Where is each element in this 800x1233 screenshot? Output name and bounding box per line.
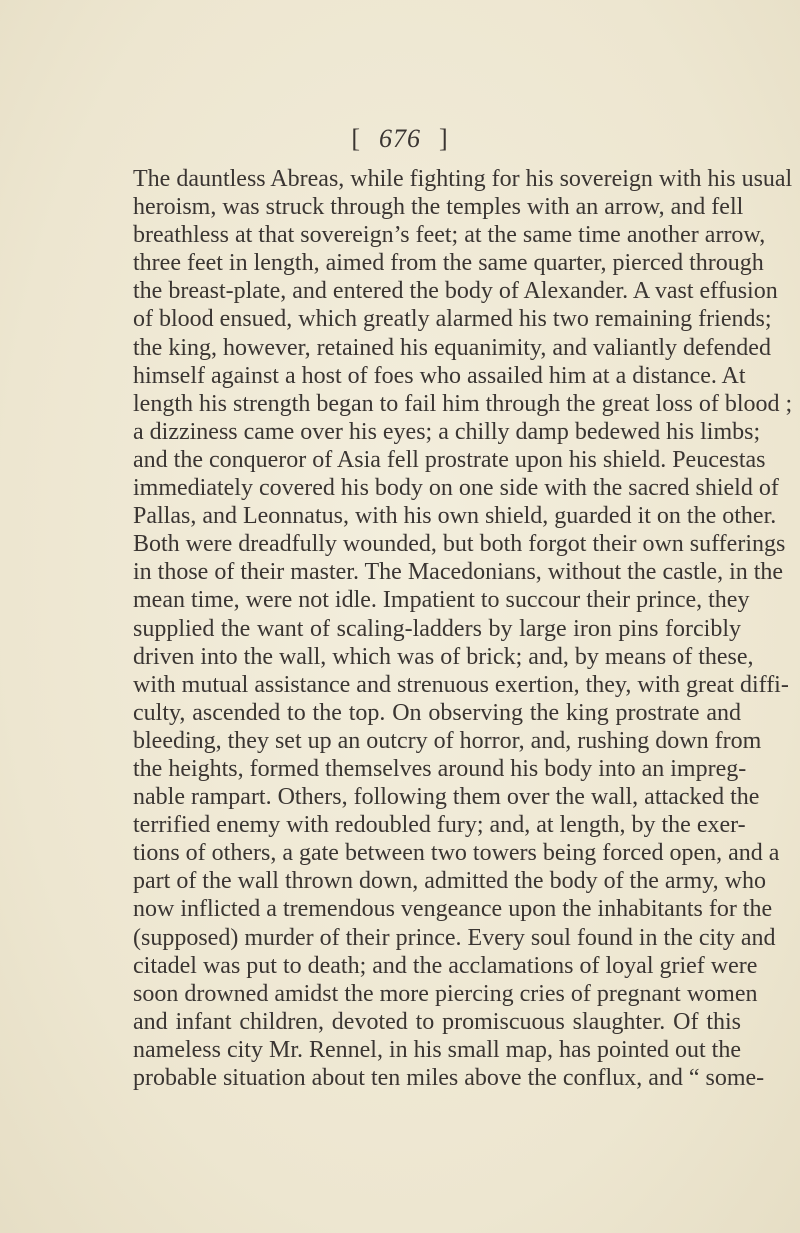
text-line: length his strength began to fail him through the great loss of blood ;	[133, 390, 793, 417]
text-line: the breast-plate, and entered the body of Alexander. A vast effusion	[133, 278, 778, 305]
body-paragraph	[133, 165, 793, 1092]
text-line: the king, however, retained his equanimity, and valiantly defended	[133, 334, 771, 361]
text-line: bleeding, they set up an outcry of horror, and, rushing down from	[133, 727, 762, 754]
text-line: nable rampart. Others, following them over the wall, attacked the	[133, 784, 760, 811]
text-line: the heights, formed themselves around his body into an impreg-	[133, 755, 747, 782]
text-line: tions of others, a gate between two towers being forced open, and a	[133, 840, 780, 867]
text-line: a dizziness came over his eyes; a chilly damp bedewed his limbs;	[133, 418, 761, 445]
text-line: in those of their master. The Macedonians, without the castle, in the	[133, 559, 784, 586]
text-line: and infant children, devoted to promiscuous slaughter. Of this	[133, 1008, 741, 1035]
text-line: himself against a host of foes who assailed him at a distance. At	[133, 362, 746, 389]
text-line: (supposed) murder of their prince. Every soul found in the city and	[133, 924, 776, 951]
text-line: probable situation about ten miles above the conflux, and “ some-	[133, 1065, 765, 1091]
text-line: soon drowned amidst the more piercing cries of pregnant women	[133, 980, 758, 1007]
bracket-close: ]	[439, 124, 449, 153]
text-line: Pallas, and Leonnatus, with his own shield, guarded it on the other.	[133, 503, 777, 530]
text-line: now inflicted a tremendous vengeance upon the inhabitants for the	[133, 896, 773, 923]
text-line: part of the wall thrown down, admitted the body of the army, who	[133, 868, 766, 895]
text-line: immediately covered his body on one side with the sacred shield of	[133, 475, 779, 502]
text-line: driven into the wall, which was of brick; and, by means of these,	[133, 643, 754, 670]
text-line: citadel was put to death; and the acclamations of loyal grief were	[133, 952, 758, 979]
text-line: supplied the want of scaling-ladders by large iron pins forcibly	[133, 615, 741, 642]
text-line: heroism, was struck through the temples with an arrow, and fell	[133, 194, 744, 221]
text-line: of blood ensued, which greatly alarmed his two remaining friends;	[133, 306, 772, 333]
text-line: terrified enemy with redoubled fury; and, at length, by the exer-	[133, 812, 746, 839]
text-line: three feet in length, aimed from the same quarter, pierced through	[133, 250, 764, 277]
text-line: culty, ascended to the top. On observing the king prostrate and	[133, 699, 741, 726]
text-line: mean time, were not idle. Impatient to succour their prince, they	[133, 587, 750, 614]
bracket-open: [	[351, 124, 361, 153]
page-number: 676	[379, 124, 421, 153]
text-line: breathless at that sovereign’s feet; at the same time another arrow,	[133, 222, 766, 249]
text-line: and the conqueror of Asia fell prostrate upon his shield. Peucestas	[133, 446, 766, 473]
page-header	[0, 124, 800, 154]
text-line: nameless city Mr. Rennel, in his small map, has pointed out the	[133, 1036, 741, 1063]
text-line: Both were dreadfully wounded, but both forgot their own sufferings	[133, 531, 786, 558]
text-line: The dauntless Abreas, while fighting for his sovereign with his usual	[133, 166, 793, 192]
text-line: with mutual assistance and strenuous exertion, they, with great diffi-	[133, 671, 789, 698]
